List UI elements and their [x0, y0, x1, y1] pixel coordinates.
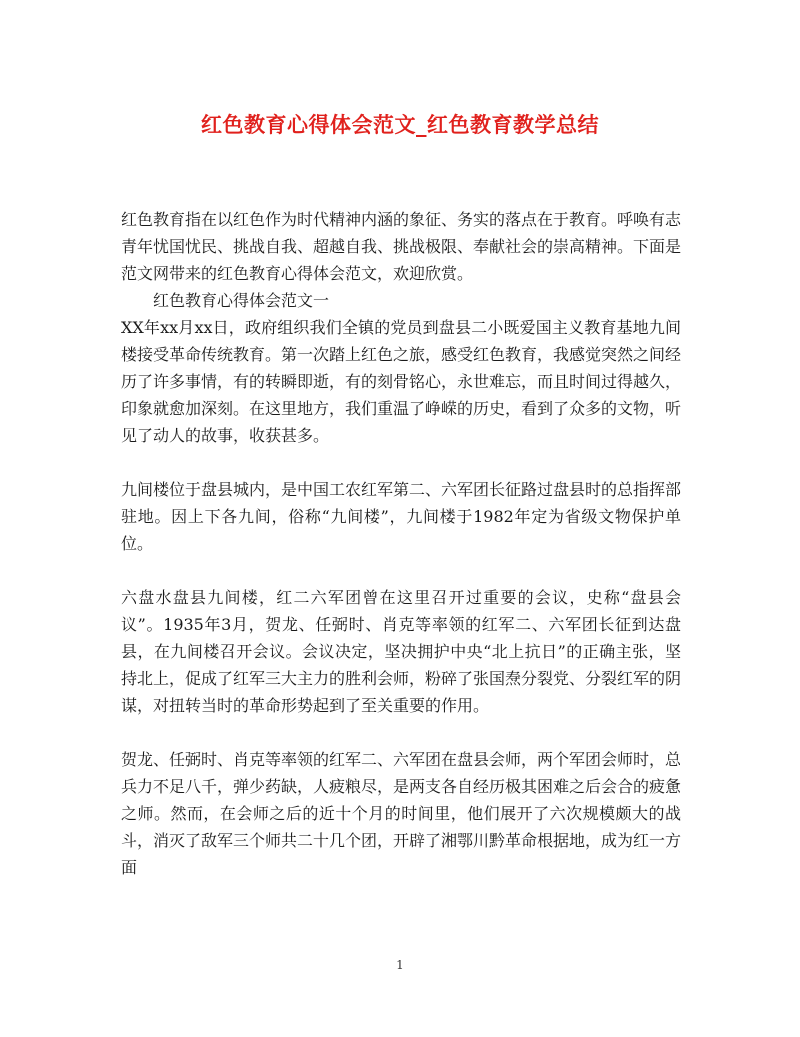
- body-paragraph-1: XX年xx月xx日，政府组织我们全镇的党员到盘县二小既爱国主义教育基地九间楼接受革命传统教育。第一次踏上红色之旅，感受红色教育，我感觉突然之间经历了许多事情，有的转瞬即逝，有的刻骨铭心，永世难忘，而且时间过得越久，印象就愈加深刻。在这里地方，我们重温了峥嵘的历史，看到了众多的文物，听见了动人的故事，收获甚多。: [121, 318, 682, 445]
- body-paragraph-4: 贺龙、任弼时、肖克等率领的红军二、六军团在盘县会师，两个军团会师时，总兵力不足八千，弹少药缺，人疲粮尽，是两支各自经历极其困难之后会合的疲惫之师。然而，在会师之后的近十个月的时间里，他们展开了六次规模颇大的战斗，消灭了敌军三个师共二十几个团，开辟了湘鄂川黔革命根据地，成为红一方面: [121, 750, 682, 877]
- document-body: [121, 206, 681, 881]
- page-number: 1: [396, 958, 404, 972]
- document-title: 红色教育心得体会范文_红色教育教学总结: [201, 112, 599, 137]
- body-paragraph-3: 六盘水盘县九间楼，红二六军团曾在这里召开过重要的会议，史称“盘县会议”。1935年3月，贺龙、任弼时、肖克等率领的红军二、六军团长征到达盘县，在九间楼召开会议。会议决定，坚决拥护中央“北上抗日”的正确主张，坚持北上，促成了红军三大主力的胜利会师，粉碎了张国焘分裂党、分裂红军的阴谋，对扭转当时的革命形势起到了至关重要的作用。: [121, 588, 682, 715]
- paragraph-spacer: [121, 557, 681, 584]
- intro-paragraph: 红色教育指在以红色作为时代精神内涵的象征、务实的落点在于教育。呼唤有志青年忧国忧民、挑战自我、超越自我、挑战极限、奉献社会的崇高精神。下面是范文网带来的红色教育心得体会范文，欢迎欣赏。: [121, 210, 682, 283]
- section-subheading: 红色教育心得体会范文一: [153, 291, 330, 310]
- paragraph-spacer: [121, 719, 681, 746]
- paragraph-spacer: [121, 449, 681, 476]
- body-paragraph-2: 九间楼位于盘县城内，是中国工农红军第二、六军团长征路过盘县时的总指挥部驻地。因上下各九间，俗称“九间楼”，九间楼于1982年定为省级文物保护单位。: [121, 480, 682, 553]
